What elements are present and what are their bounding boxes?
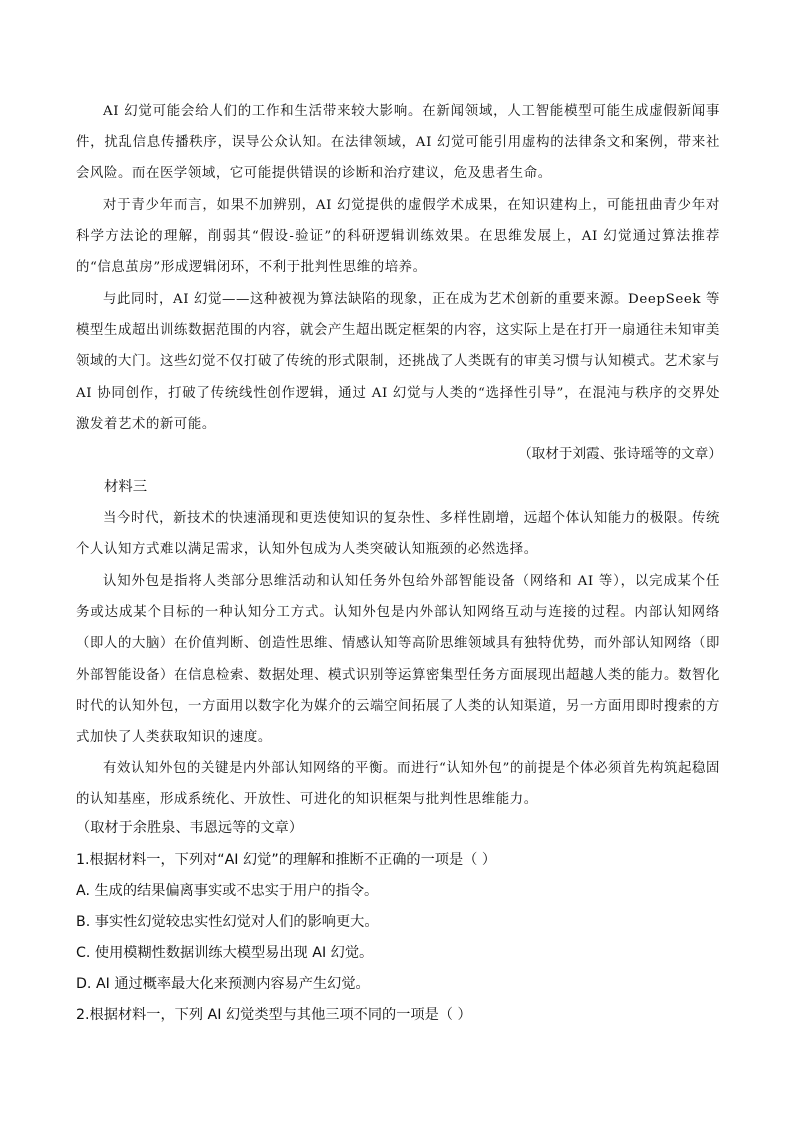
material2-paragraph-2: 对于青少年而言，如果不加辨别，AI 幻觉提供的虚假学术成果，在知识建构上，可能扭曲青少年对科学方法论的理解，削弱其“假设-验证”的科研逻辑训练效果。在思维发展上，AI 幻觉通过算法推荐的“信息茧房”形成逻辑闭环，不利于批判性思维的培养。 bbox=[76, 198, 720, 276]
material3-heading: 材料三 bbox=[104, 479, 148, 495]
material3-paragraph-1: 当今时代，新技术的快速涌现和更迭使知识的复杂性、多样性剧增，远超个体认知能力的极限。传统个人认知方式难以满足需求，认知外包成为人类突破认知瓶颈的必然选择。 bbox=[76, 511, 720, 558]
question-1-option-b: B. 事实性幻觉较忠实性幻觉对人们的影响更大。 bbox=[76, 914, 379, 930]
material2-source: （取材于刘霞、张诗瑶等的文章） bbox=[518, 446, 722, 462]
question-2-stem: 2.根据材料一，下列 AI 幻觉类型与其他三项不同的一项是（ ） bbox=[76, 1007, 472, 1023]
material2-paragraph-1: AI 幻觉可能会给人们的工作和生活带来较大影响。在新闻领域，人工智能模型可能生成虚假新闻事件，扰乱信息传播秩序，误导公众认知。在法律领域，AI 幻觉可能引用虚构的法律条文和案例，带来社会风险。而在医学领域，它可能提供错误的诊断和治疗建议，危及患者生命。 bbox=[76, 104, 720, 182]
material3-paragraph-3: 有效认知外包的关键是内外部认知网络的平衡。而进行“认知外包”的前提是个体必须首先构筑起稳固的认知基座，形成系统化、开放性、可进化的知识框架与批判性思维能力。 bbox=[76, 761, 720, 808]
question-1-option-c: C. 使用模糊性数据训练大模型易出现 AI 幻觉。 bbox=[76, 945, 374, 961]
question-1-option-a: A. 生成的结果偏离事实或不忠实于用户的指令。 bbox=[76, 883, 379, 899]
material3-source: （取材于余胜泉、韦恩远等的文章） bbox=[76, 820, 304, 836]
question-1-stem: 1.根据材料一，下列对“AI 幻觉”的理解和推断不正确的一项是（ ） bbox=[76, 852, 497, 868]
material2-paragraph-3: 与此同时，AI 幻觉——这种被视为算法缺陷的现象，正在成为艺术创新的重要来源。DeepSeek 等模型生成超出训练数据范围的内容，就会产生超出既定框架的内容，这实际上是在打开一扇通往未知审美领域的大门。这些幻觉不仅打破了传统的形式限制，还挑战了人类既有的审美习惯与认知模式。艺术家与 AI 协同创作，打破了传统线性创作逻辑，通过 AI 幻觉与人类的“选择性引导”，在混沌与秩序的交界处激发着艺术的新可能。 bbox=[76, 292, 720, 432]
question-1-option-d: D. AI 通过概率最大化来预测内容易产生幻觉。 bbox=[76, 976, 370, 992]
material3-paragraph-2: 认知外包是指将人类部分思维活动和认知任务外包给外部智能设备（网络和 AI 等），以完成某个任务或达成某个目标的一种认知分工方式。认知外包是内外部认知网络互动与连接的过程。内部认知网络（即人的大脑）在价值判断、创造性思维、情感认知等高阶思维领域具有独特优势，而外部认知网络（即外部智能设备）在信息检索、数据处理、模式识别等运算密集型任务方面展现出超越人类的能力。数智化时代的认知外包，一方面用以数字化为媒介的云端空间拓展了人类的认知渠道，另一方面用即时搜索的方式加快了人类获取知识的速度。 bbox=[76, 574, 720, 746]
